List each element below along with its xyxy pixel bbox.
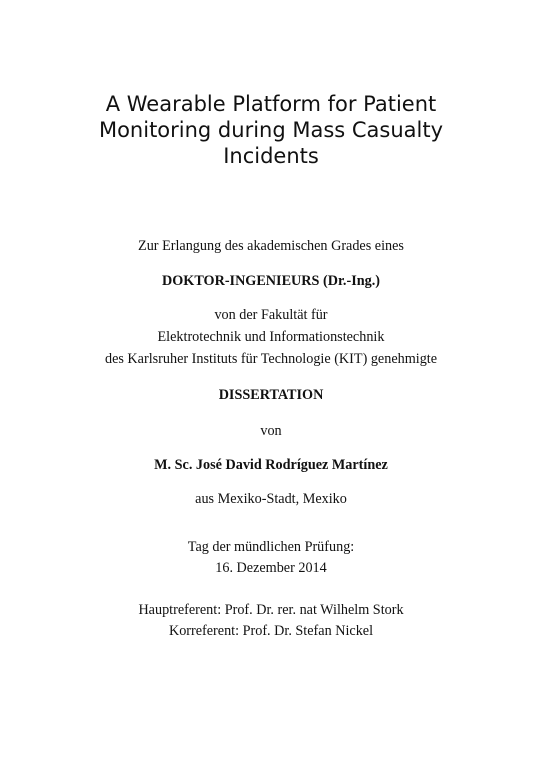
main-referee: Hauptreferent: Prof. Dr. rer. nat Wilhelm Stork (138, 602, 404, 618)
faculty-line-3: des Karlsruher Instituts für Technologie (KIT) genehmigte (104, 351, 438, 367)
degree-name: DOKTOR-INGENIEURS (Dr.-Ing.) (162, 273, 380, 289)
by-label: von (260, 423, 282, 439)
exam-date: 16. Dezember 2014 (215, 560, 327, 576)
faculty-line-2: Elektrotechnik und Informationstechnik (157, 329, 385, 345)
thesis-title-line-3: Incidents (223, 144, 319, 168)
exam-date-label: Tag der mündlichen Prüfung: (187, 539, 355, 555)
degree-purpose: Zur Erlangung des akademischen Grades eines (138, 238, 404, 254)
co-referee: Korreferent: Prof. Dr. Stefan Nickel (168, 623, 374, 639)
faculty-line-1: von der Fakultät für (214, 307, 328, 323)
document-type: DISSERTATION (218, 387, 324, 403)
thesis-title-line-2: Monitoring during Mass Casualty (98, 118, 444, 142)
thesis-title-line-1: A Wearable Platform for Patient (105, 92, 437, 116)
author-name: M. Sc. José David Rodríguez Martínez (154, 457, 388, 473)
author-origin: aus Mexiko-Stadt, Mexiko (195, 491, 347, 507)
thesis-title (40, 91, 502, 169)
